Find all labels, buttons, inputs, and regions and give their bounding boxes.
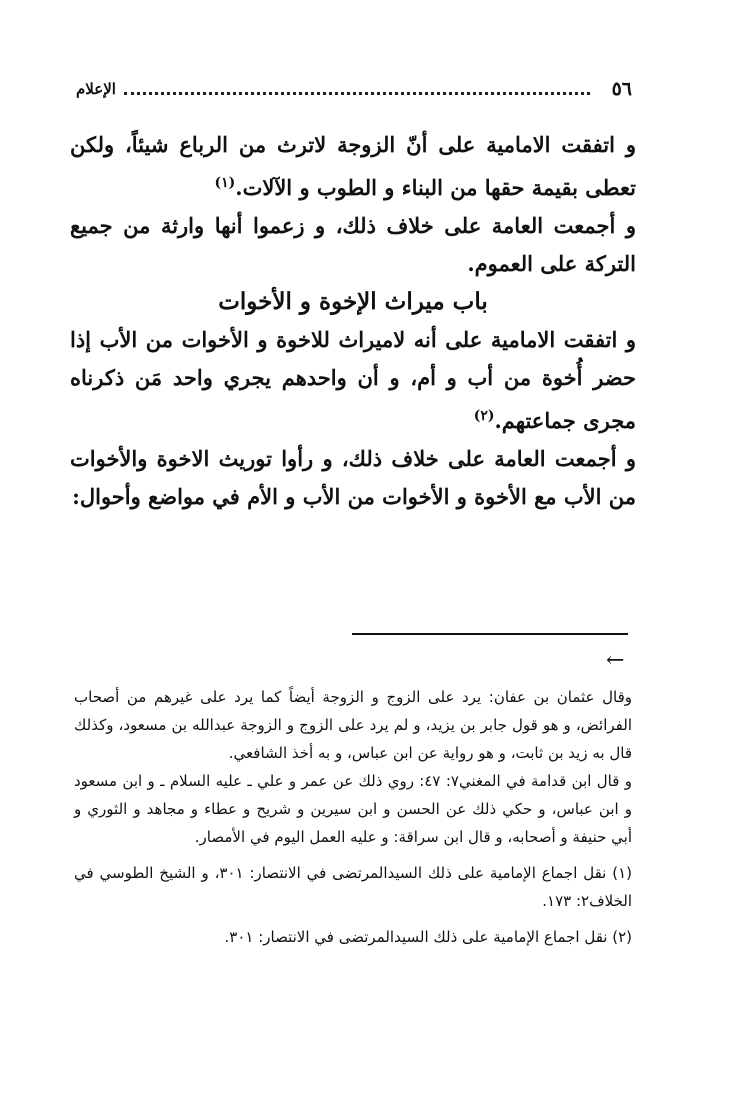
continuation-arrow-icon: ← xyxy=(606,648,625,673)
section-heading: باب ميراث الإخوة و الأخوات xyxy=(218,288,488,315)
paragraph-1 xyxy=(70,126,636,207)
paragraph-1-text: و اتفقت الامامية على أنّ الزوجة لاترث من الرباع شيئاً، ولكن تعطى بقيمة حقها من البناء و الطوب و الآلات. xyxy=(70,132,636,200)
paragraph-4-text: و أجمعت العامة على خلاف ذلك، و رأوا توريث الاخوة والأخوات من الأب مع الأخوة و الأخوات من الأب و الأم في مواضع وأحوال: xyxy=(70,446,636,509)
footnote-continuation-2: و قال ابن قدامة في المغني٧: ٤٧: روي ذلك عن عمر و علي ـ عليه السلام ـ و ابن مسعود و ابن عباس، و حكي ذلك عن الحسن و ابن سيرين و شريح و عطاء و مجاهد و الثوري و أبي حنيفة و أصحابه، و قال ابن سراقة: و عليه العمل اليوم في الأمصار. xyxy=(74,772,632,846)
page-number: ٥٦ xyxy=(611,78,632,100)
footnote-continuation-1: وقال عثمان بن عفان: يرد على الزوج و الزوجة أيضاً كما يرد على غيرهم من أصحاب الفرائض، و هو قول جابر بن يزيد، و لم يرد على الزوج و الزوجة عبدالله بن مسعود، وكذلك قال به زيد بن ثابت، و هو رواية عن ابن عباس، و به أخذ الشافعي. xyxy=(74,688,632,762)
footnote-ref-1: (١) xyxy=(214,175,236,191)
book-title: الإعلام xyxy=(76,80,116,98)
paragraph-2 xyxy=(70,207,636,283)
footnote-1: (١) نقل اجماع الإمامية على ذلك السيدالمرتضى في الانتصار: ٣٠١، و الشيخ الطوسي في الخلاف٢: ١٧٣. xyxy=(74,864,632,910)
paragraph-2-text: و أجمعت العامة على خلاف ذلك، و زعموا أنها وارثة من جميع التركة على العموم. xyxy=(70,213,636,276)
main-text xyxy=(70,126,636,516)
footnotes xyxy=(74,683,632,951)
paragraph-4 xyxy=(70,440,636,516)
dotted-leader xyxy=(124,92,590,95)
footnote-separator xyxy=(352,633,628,635)
paragraph-3 xyxy=(70,321,636,440)
footnote-2: (٢) نقل اجماع الإمامية على ذلك السيدالمرتضى في الانتصار: ٣٠١. xyxy=(224,928,632,946)
running-header xyxy=(76,78,632,104)
paragraph-3-text: و اتفقت الامامية على أنه لاميراث للاخوة و الأخوات من الأب إذا حضر أُخوة من أب و أم، و أن واحدهم يجري واحد مَن ذكرناه مجرى جماعتهم. xyxy=(70,327,636,433)
footnote-ref-2: (٢) xyxy=(473,408,495,424)
